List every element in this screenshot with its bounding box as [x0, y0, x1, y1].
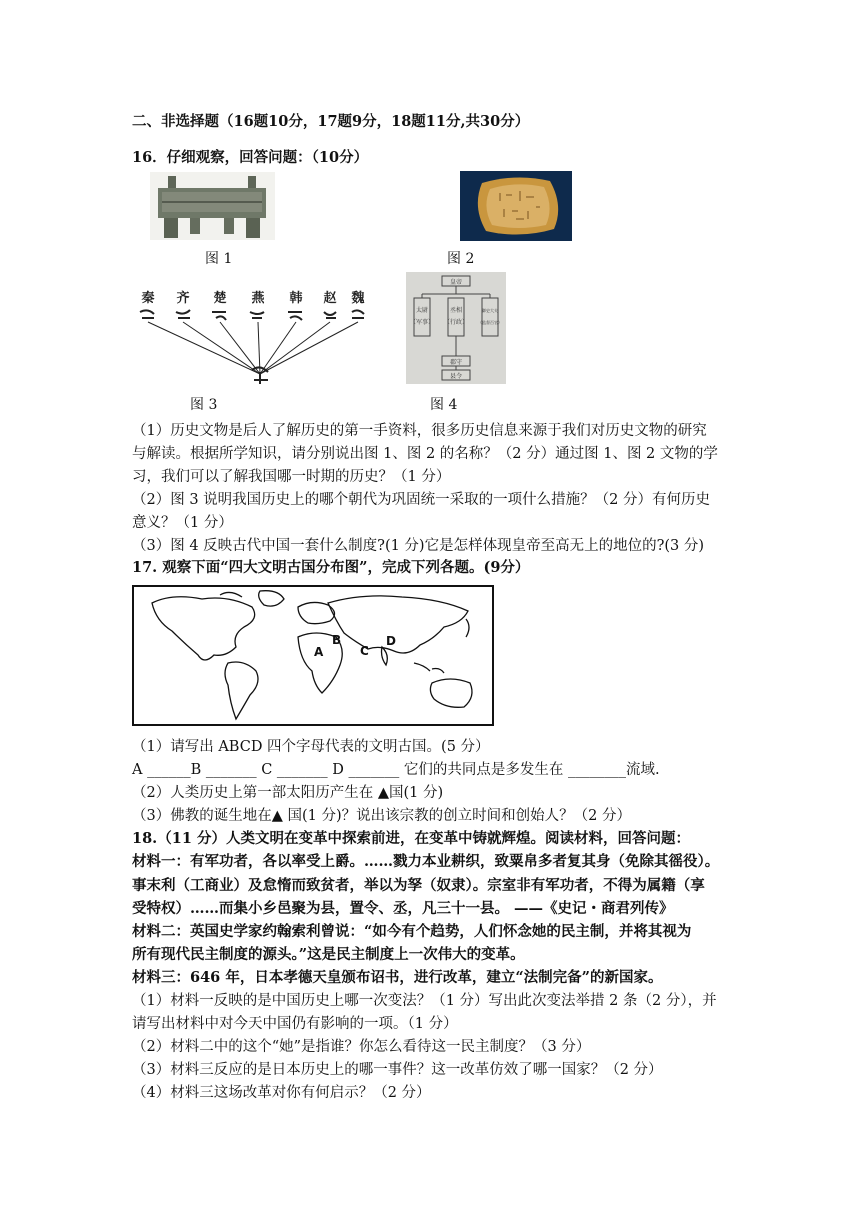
q18-material-line: 材料二：英国史学家约翰索利曾说：“如今有个趋势，人们怀念她的民主制，并将其视为	[132, 923, 692, 940]
q16-line: 习，我们可以了解我国哪一时期的历史？（1 分）	[132, 469, 451, 485]
q18-line: （3）材料三反应的是日本历史上的哪一事件？这一改革仿效了哪一国家？（2 分）	[132, 1062, 663, 1078]
state-label: 燕	[251, 291, 265, 306]
q16-title: 16．仔细观察，回答问题：（10分）	[132, 149, 369, 166]
q18-title: 18.（11 分）人类文明在变革中探索前进，在变革中铸就辉煌。阅读材料，回答问题：	[132, 830, 690, 847]
section-title: 二、非选择题（16题10分，17题9分，18题11分,共30分）	[132, 113, 530, 130]
q18-material-line: 材料三：646 年，日本孝德天皇颁布诏书，进行改革，建立“法制完备”的新国家。	[132, 969, 663, 986]
map-letter-a: A	[314, 645, 324, 659]
q17-title: 17. 观察下面“四大文明古国分布图”，完成下列各题。(9分）	[132, 559, 530, 576]
q17-line: A ______B _______ C _______ D _______ 它们的共同点是多发生在 ________流域.	[132, 762, 660, 778]
fig4-taiwei-sub: （军事）	[409, 319, 435, 326]
fig4-emperor: 皇帝	[449, 279, 463, 286]
figure-2-oracle-bone	[460, 171, 572, 241]
q18-line: （4）材料三这场改革对你有何启示？（2 分）	[132, 1085, 431, 1101]
state-label: 楚	[213, 291, 227, 306]
map-letter-d: D	[386, 634, 396, 648]
q16-line: （3）图 4 反映古代中国一套什么制度?(1 分)它是怎样体现皇帝至高无上的地位的?(3 分)	[132, 538, 705, 554]
q16-line: 意义？（1 分）	[132, 515, 233, 531]
q16-line: （2）图 3 说明我国历史上的哪个朝代为巩固统一采取的一项什么措施？（2 分）有何历史	[132, 492, 710, 508]
figure-1-caption: 图 1	[205, 251, 233, 267]
world-map-four-civilizations	[132, 585, 494, 726]
state-label: 秦	[141, 291, 155, 306]
figure-3-caption: 图 3	[190, 397, 218, 413]
state-label: 魏	[351, 291, 365, 306]
q17-line: （2）人类历史上第一部太阳历产生在 ▲国(1 分)	[132, 785, 444, 801]
fig4-prefect: 郡守	[449, 359, 463, 366]
map-letter-b: B	[332, 633, 342, 647]
figure-4-government-structure	[406, 272, 506, 384]
fig4-censor: 御史大夫	[482, 308, 498, 313]
q17-line: （1）请写出 ABCD 四个字母代表的文明古国。(5 分）	[132, 739, 490, 755]
fig4-magistrate: 县令	[449, 373, 463, 380]
q18-material-line: 所有现代民主制度的源头。”这是民主制度上一次伟大的变革。	[132, 946, 525, 963]
map-letter-c: C	[360, 644, 369, 658]
figure-2-caption: 图 2	[447, 251, 475, 267]
q17-line: （3）佛教的诞生地在▲ 国(1 分)？说出该宗教的创立时间和创始人？（2 分）	[132, 808, 631, 824]
state-label: 韩	[289, 291, 303, 306]
figure-3-script-unification	[138, 288, 366, 388]
q16-line: （1）历史文物是后人了解历史的第一手资料，很多历史信息来源于我们对历史文物的研究	[132, 423, 707, 439]
q18-line: 请写出材料中对今天中国仍有影响的一项。（1 分）	[132, 1016, 458, 1032]
q18-material-line: 受特权）……而集小乡邑聚为县，置令、丞，凡三十一县。 ——《史记・商君列传》	[132, 900, 674, 917]
q16-line: 与解读。根据所学知识，请分别说出图 1、图 2 的名称？（2 分）通过图 1、图 2 文物的学	[132, 446, 718, 462]
fig4-taiwei: 太尉	[415, 307, 429, 314]
fig4-chancellor-sub: （行政）	[443, 319, 469, 326]
state-label: 赵	[323, 291, 337, 306]
figure-1-bronze-ding	[150, 172, 275, 240]
fig4-censor-sub: （监督百官）	[478, 320, 502, 325]
state-label: 齐	[176, 291, 190, 306]
q18-line: （1）材料一反映的是中国历史上哪一次变法？（1 分）写出此次变法举措 2 条（2 分），并	[132, 993, 717, 1009]
q18-material-line: 材料一：有军功者，各以率受上爵。……戮力本业耕织，致粟帛多者复其身（免除其徭役）。	[132, 853, 720, 870]
figure-4-caption: 图 4	[430, 397, 458, 413]
q18-line: （2）材料二中的这个“她”是指谁？你怎么看待这一民主制度？（3 分）	[132, 1039, 591, 1055]
fig4-chancellor: 丞相	[449, 307, 463, 314]
q18-material-line: 事末利（工商业）及怠惰而致贫者，举以为孥（奴隶）。宗室非有军功者，不得为属籍（享	[132, 877, 705, 894]
